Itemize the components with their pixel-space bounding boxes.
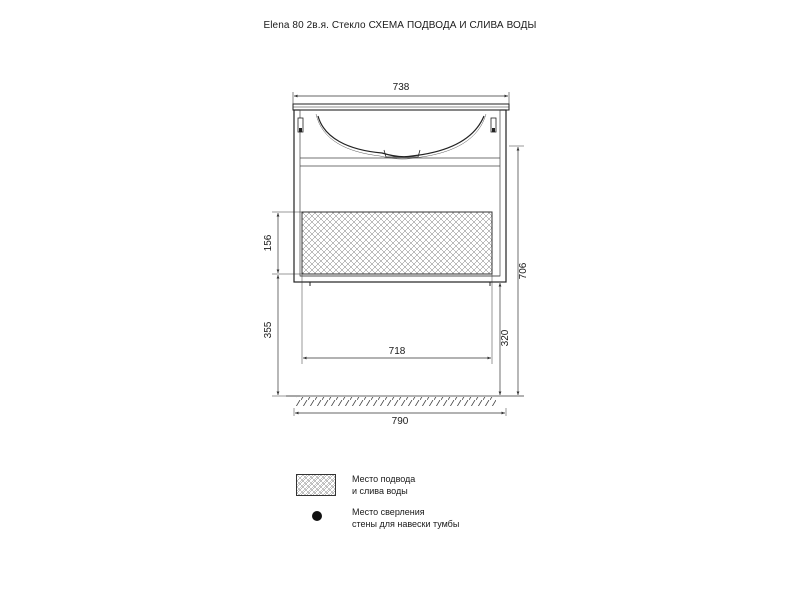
dim-total-width — [294, 408, 506, 427]
dim-top-width — [293, 82, 509, 104]
legend-drill-text — [352, 506, 459, 530]
dim-zone-height-label: 156 — [263, 234, 274, 252]
dim-bottom-height — [263, 275, 300, 396]
dim-total-height-label: 706 — [518, 262, 529, 280]
sink-basin — [316, 114, 486, 159]
dim-total-height — [509, 146, 529, 395]
sink-countertop — [293, 104, 509, 110]
legend-drill-line2: стены для навески тумбы — [352, 519, 460, 529]
legend-drill-dot — [312, 511, 322, 521]
legend-supply-text — [352, 473, 415, 497]
legend-supply-line1: Место подвода — [352, 474, 416, 484]
dim-top-width-label: 738 — [392, 82, 410, 93]
dim-zone-height — [263, 212, 302, 274]
dim-inner-width-label: 718 — [388, 346, 406, 357]
dim-floor-height-label: 320 — [500, 329, 511, 347]
dim-inner-width — [302, 274, 492, 364]
legend-drill-line1: Место сверления — [352, 507, 425, 517]
floor-line — [286, 396, 524, 406]
legend-supply-line2: и слива воды — [352, 486, 408, 496]
dim-bottom-height-label: 355 — [263, 321, 274, 339]
wall-bracket-left — [298, 118, 303, 132]
dim-floor-height — [492, 282, 511, 395]
wall-bracket-right — [491, 118, 496, 132]
legend-supply-swatch — [296, 474, 336, 496]
drawing-title: Elena 80 2в.я. Стекло СХЕМА ПОДВОДА И СЛИВА ВОДЫ — [263, 20, 537, 31]
supply-drain-zone — [302, 212, 492, 274]
dim-total-width-label: 790 — [391, 416, 409, 427]
